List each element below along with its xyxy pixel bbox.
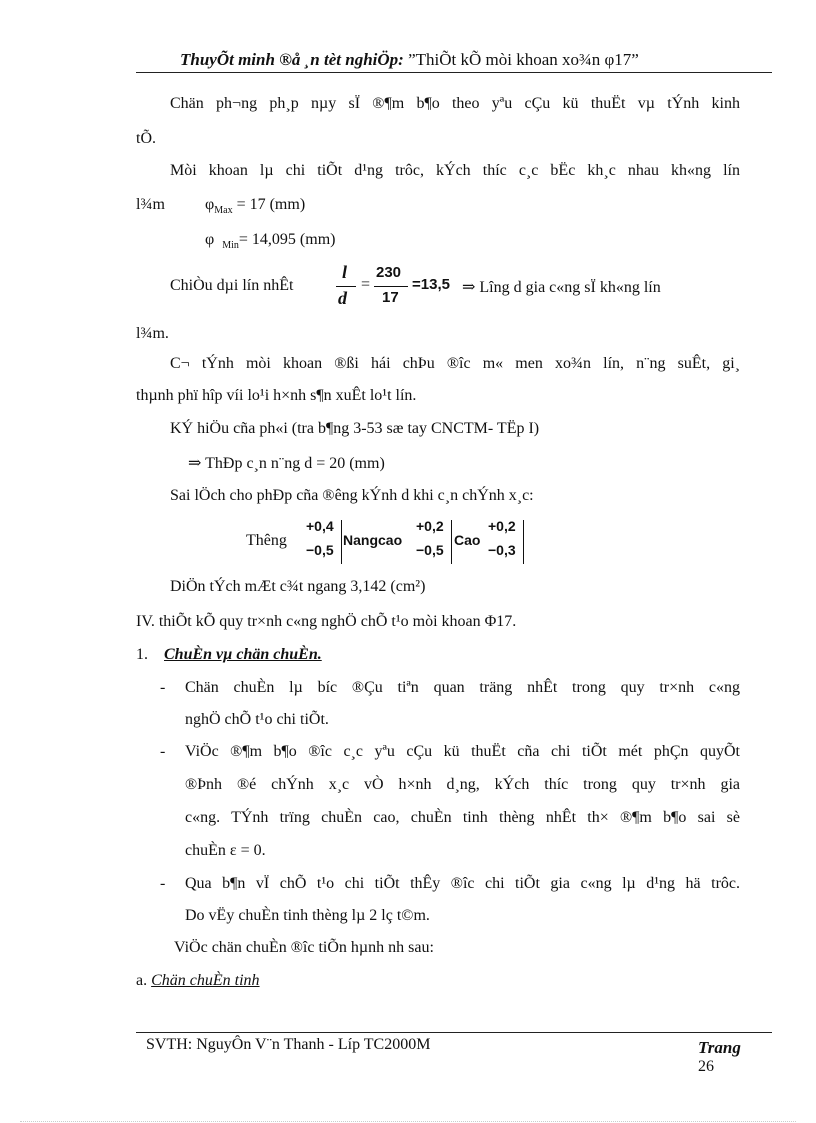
paragraph-6: Sai lÖch cho phÐp cña ®êng kÝnh d khi c¸n chÝnh x¸c: [170,487,534,504]
tolerance-name-3: Cao [454,532,481,548]
tolerance-label: Thêng [246,532,287,549]
ratio-d: d [338,288,347,308]
page-bottom-dotted-edge [20,1121,796,1122]
tolerance-2-upper: +0,2 [416,518,444,534]
bullet-1-line-2: nghÖ chÕ t¹o chi tiÕt. [185,711,329,728]
tolerance-1-upper: +0,4 [306,518,334,534]
ratio-result: =13,5 [412,276,450,293]
bullet-1-dash: - [160,679,166,696]
bullet-3-line-2: Do vËy chuÈn tinh thèng lµ 2 lç t©m. [185,907,430,924]
header-rule [136,72,772,73]
section-4-heading: IV. thiÕt kÕ quy tr×nh c«ng nghÖ chÕ t¹o mòi khoan Φ17. [136,613,517,630]
bullet-3-line-1: Qua b¶n vÏ chÕ t¹o chi tiÕt thÊy ®îc chi tiÕt gia c«ng lµ d¹ng hä trôc. [185,875,740,892]
header-title-rest: ”ThiÕt kÕ mòi khoan xo¾n φ17” [403,50,639,69]
ratio-prefix: ChiÒu dµi lín nhÊt [170,277,294,294]
phi-max-value: = 17 (mm) [232,196,306,213]
tolerance-3-lower: −0,3 [488,542,516,558]
paragraph-3-line-1: C¬ tÝnh mòi khoan ®ßi hái chÞu ®îc m« men xo¾n lín, n¨ng suÊt, gi¸ [170,355,740,372]
section-1-heading [136,646,322,664]
paragraph-1-line-1: Chän ph¬ng ph¸p nµy sÏ ®¶m b¶o theo yªu cÇu kü thuËt vµ tÝnh kinh [170,95,740,112]
section-1-number: 1. [136,646,148,663]
paragraph-5: ⇒ ThÐp c¸n n¨ng d = 20 (mm) [188,455,385,472]
ratio-l: l [342,262,348,282]
ratio-bar-2 [374,286,408,287]
ratio-fraction [330,262,402,308]
bullet-2-line-4: chuÈn ε = 0. [185,842,266,859]
tolerance-1-lower: −0,5 [306,542,334,558]
subsection-a-heading [136,972,260,990]
header-title-bold: ThuyÕt minh ®å ¸n tèt nghiÖp: [180,50,404,69]
tolerance-divider-2 [451,520,452,564]
paragraph-4: KÝ hiÖu cña ph«i (tra b¶ng 3-53 sæ tay CNCTM- TËp I) [170,420,540,437]
bullet-1-line-1: Chän chuÈn lµ bíc ®Çu tiªn quan träng nhÊt trong quy tr×nh c«ng [185,679,740,696]
paragraph-2-line-1: Mòi khoan lµ chi tiÕt d¹ng trôc, kÝch thíc c¸c bËc kh¸c nhau kh«ng lín [170,162,740,179]
tolerance-divider-3 [523,520,524,564]
bullet-2-dash: - [160,743,166,760]
tolerance-name-2: Nangcao [343,532,403,548]
subsection-a-title: Chän chuÈn tinh [151,972,260,989]
phi-max-subscript: Max [214,205,233,217]
footer-author: SVTH: NguyÔn V¨n Thanh - Líp TC2000M [146,1036,431,1053]
phi-min-subscript: Min [222,240,239,252]
ratio-denominator: 17 [382,289,399,306]
paragraph-3-line-2: thµnh phï hîp víi lo¹i h×nh s¶n xuÊt lo¹t lín. [136,387,417,404]
paragraph-1-line-2: tÕ. [136,130,156,147]
tolerance-2-lower: −0,5 [416,542,444,558]
phi-min-value: = 14,095 (mm) [238,231,336,248]
bullet-2-line-2: ®Þnh ®é chÝnh x¸c vÒ h×nh d¸ng, kÝch thíc trong quy tr×nh gia [185,776,740,793]
ratio-equals: = [361,276,371,293]
phi-max-formula [205,196,305,216]
phi-max-symbol: φ [205,196,215,213]
bullet-3-dash: - [160,875,166,892]
bullet-2-line-3: c«ng. TÝnh trïng chuÈn cao, chuÈn tinh thèng nhÊt th× ®¶m b¶o sai sè [185,809,740,826]
tolerance-3-upper: +0,2 [488,518,516,534]
footer-page-number: 26 [698,1058,714,1075]
page-header [180,50,639,70]
subsection-a-label: a. [136,972,148,989]
tolerance-divider-1 [341,520,342,564]
footer-page-label: Trang [698,1038,741,1057]
footer-rule [136,1032,772,1033]
bullet-2-line-1: ViÖc ®¶m b¶o ®îc c¸c yªu cÇu kü thuËt cña chi tiÕt mét phÇn quyÕt [185,743,740,760]
phi-min-symbol: φ [205,231,215,248]
ratio-numerator: 230 [376,264,402,281]
phi-min-formula [205,231,335,251]
paragraph-7: DiÖn tÝch mÆt c¾t ngang 3,142 (cm²) [170,578,426,595]
section-1-title: ChuÈn vµ chän chuÈn. [164,646,322,663]
paragraph-2-line-2: l¾m [136,196,165,213]
ratio-line-2: l¾m. [136,325,169,342]
ratio-bar-1 [336,286,356,287]
paragraph-8: ViÖc chän chuÈn ®îc tiÕn hµnh nh sau: [174,939,434,956]
ratio-suffix: ⇒ Lîng d gia c«ng sÏ kh«ng lín [462,279,661,296]
